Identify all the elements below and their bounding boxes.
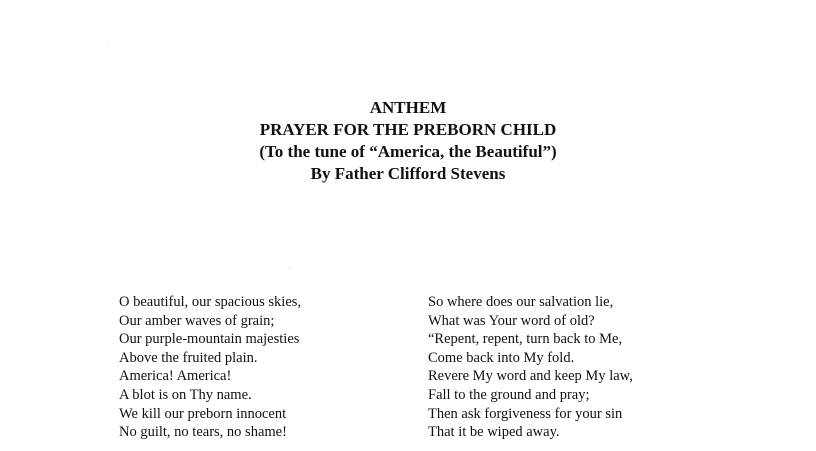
verse-line: We kill our preborn innocent	[119, 405, 287, 422]
tune-note: (To the tune of “America, the Beautiful”)	[259, 142, 557, 161]
verse-line: O beautiful, our spacious skies,	[119, 294, 302, 310]
prayer-title: PRAYER FOR THE PREBORN CHILD	[259, 120, 557, 139]
scan-speck	[107, 45, 108, 46]
verse-line: Revere My word and keep My law,	[428, 368, 633, 385]
scan-speck	[289, 268, 290, 269]
verse-left	[119, 293, 301, 442]
verse-line: That it be wiped away.	[428, 424, 560, 441]
anthem-heading: ANTHEM	[369, 98, 447, 117]
verse-line: Then ask forgiveness for your sin	[428, 405, 623, 422]
verse-line: No guilt, no tears, no shame!	[119, 424, 287, 441]
verse-line: America! America!	[119, 368, 232, 385]
verse-line: Fall to the ground and pray;	[428, 386, 590, 403]
verse-right	[428, 293, 633, 442]
verse-line: What was Your word of old?	[428, 312, 595, 329]
verse-line: A blot is on Thy name.	[119, 386, 252, 403]
verse-line: Come back into My fold.	[428, 349, 575, 366]
verse-line: “Repent, repent, turn back to Me,	[428, 331, 623, 348]
title-block	[0, 97, 816, 185]
verse-line: Our purple-mountain majesties	[119, 331, 300, 348]
author-byline: By Father Clifford Stevens	[310, 164, 506, 183]
verse-line: Above the fruited plain.	[119, 349, 258, 366]
verse-line: Our amber waves of grain;	[119, 312, 275, 329]
verse-line: So where does our salvation lie,	[428, 294, 614, 310]
